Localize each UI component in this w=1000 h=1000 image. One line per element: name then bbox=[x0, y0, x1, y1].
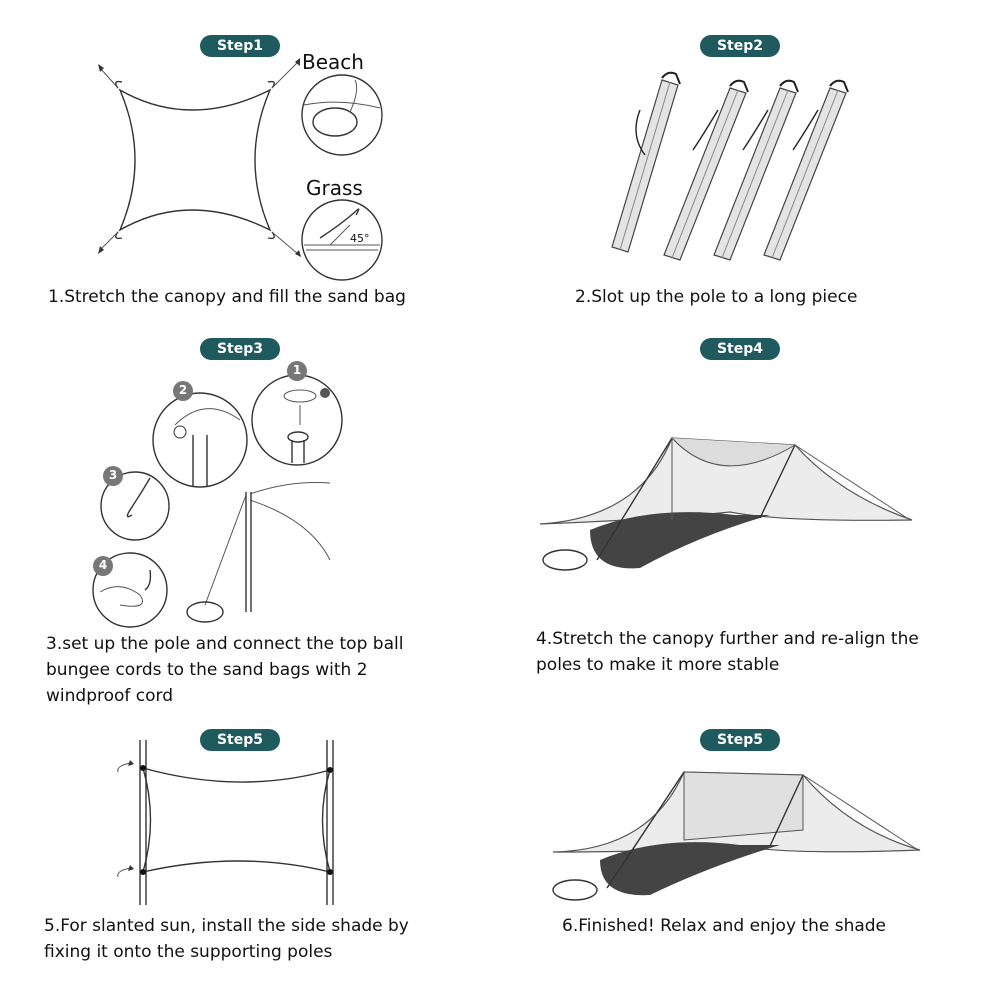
marker-4: 4 bbox=[98, 558, 108, 572]
grass-label: Grass bbox=[306, 176, 363, 200]
step4-caption: 4.Stretch the canopy further and re-align the poles to make it more stable bbox=[536, 629, 919, 675]
step2-caption: 2.Slot up the pole to a long piece bbox=[575, 287, 858, 307]
angle-label: 45° bbox=[350, 232, 370, 245]
step5-badge: Step5 bbox=[200, 729, 280, 751]
beach-label: Beach bbox=[302, 50, 364, 74]
step5-caption: 5.For slanted sun, install the side shade by fixing it onto the supporting poles bbox=[44, 916, 409, 962]
marker-2: 2 bbox=[178, 383, 188, 397]
step4-badge: Step4 bbox=[700, 338, 780, 360]
marker-1: 1 bbox=[292, 363, 302, 377]
marker-3: 3 bbox=[108, 468, 118, 482]
step2-badge: Step2 bbox=[700, 35, 780, 57]
step6-badge: Step5 bbox=[700, 729, 780, 751]
step3-badge: Step3 bbox=[200, 338, 280, 360]
step1-badge: Step1 bbox=[200, 35, 280, 57]
step1-caption: 1.Stretch the canopy and fill the sand bag bbox=[48, 287, 406, 307]
step6-caption: 6.Finished! Relax and enjoy the shade bbox=[562, 916, 887, 936]
step3-caption: 3.set up the pole and connect the top ball bungee cords to the sand bags with 2 windproof cord bbox=[46, 634, 404, 706]
